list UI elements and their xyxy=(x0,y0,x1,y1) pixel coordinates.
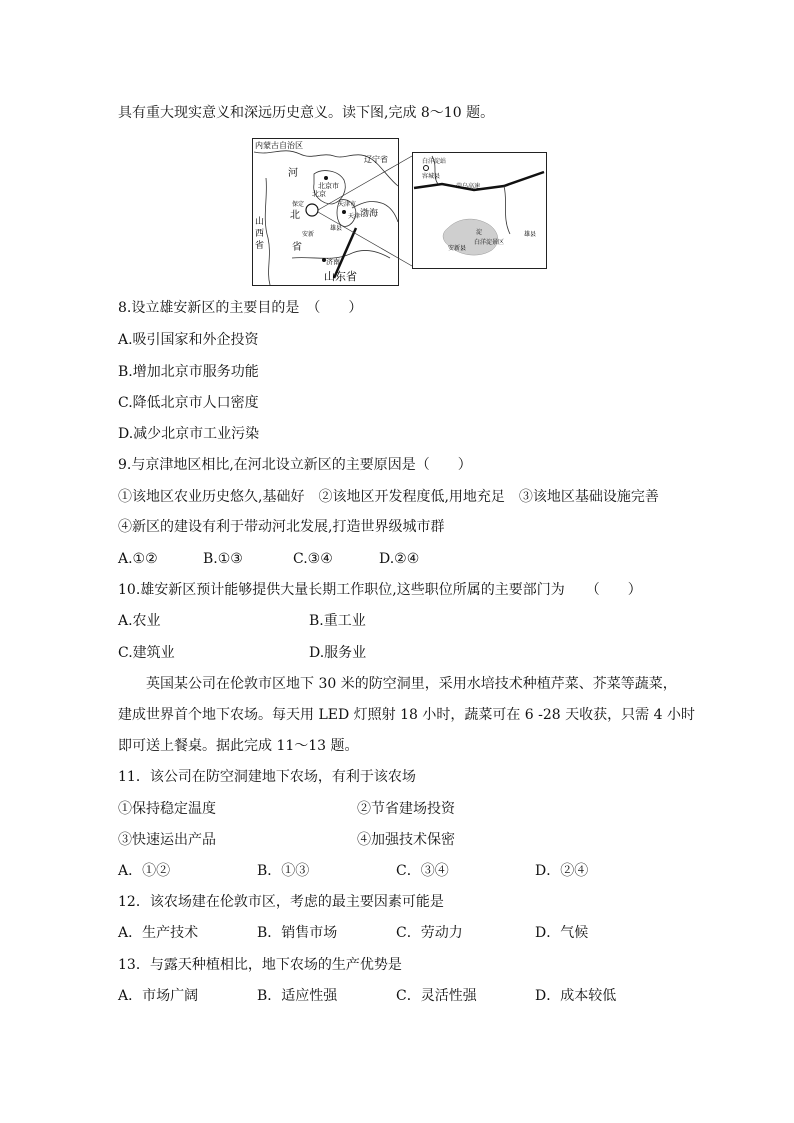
label-xiongxian: 雄县 xyxy=(330,225,343,232)
inset-label-baiyang: 白洋淀站 xyxy=(422,158,447,165)
label-liaoning: 辽宁省 xyxy=(364,155,388,164)
q8-option-a: A.吸引国家和外企投资 xyxy=(118,332,259,348)
inset-label-xiongxian: 雄县 xyxy=(524,231,537,238)
q9-options-line1: ①该地区农业历史悠久,基础好 ②该地区开发程度低,用地充足 ③该地区基础设施完善 xyxy=(118,489,659,505)
q11-item-4: ④加强技术保密 xyxy=(357,832,455,848)
q11-stem: 11．该公司在防空洞建地下农场，有利于该农场 xyxy=(118,769,416,785)
passage-line-2: 建成世界首个地下农场。每天用 LED 灯照射 18 小时，蔬菜可在 6 -28 天收获，只需 4 小时 xyxy=(118,707,695,723)
label-tianjin-province: 天津市 xyxy=(338,201,357,208)
q8-option-d: D.减少北京市工业污染 xyxy=(118,426,260,442)
q9-option-c: C.③④ xyxy=(293,551,333,567)
label-jinan: 济南 xyxy=(326,258,340,266)
inset-label-rongcheng: 容城县 xyxy=(422,173,441,180)
xiongan-location-map xyxy=(252,138,548,286)
passage-line-3: 即可送上餐桌。据此完成 11～13 题。 xyxy=(118,738,359,754)
q13-option-b: B．适应性强 xyxy=(257,988,338,1004)
q13-stem: 13．与露天种植相比，地下农场的生产优势是 xyxy=(118,957,402,973)
label-shandong: 山东省 xyxy=(324,270,357,283)
q8-stem: 8.设立雄安新区的主要目的是 （ ） xyxy=(118,300,363,316)
q9-stem: 9.与京津地区相比,在河北设立新区的主要原因是（ ） xyxy=(118,457,472,473)
q13-option-c: C．灵活性强 xyxy=(396,988,477,1004)
q10-option-b: B.重工业 xyxy=(309,613,366,629)
label-xi: 西 xyxy=(255,229,265,239)
q11-option-d: D．②④ xyxy=(535,863,589,879)
q11-option-b: B．①③ xyxy=(257,863,310,879)
inset-label-scenic: 白洋淀景区 xyxy=(474,239,505,246)
q12-option-d: D．气候 xyxy=(535,925,589,941)
label-bei: 北 xyxy=(290,210,300,221)
passage-line-1: 英国某公司在伦敦市区地下 30 米的防空洞里，采用水培技术种植芹菜、芥菜等蔬菜， xyxy=(146,676,677,692)
q11-option-c: C．③④ xyxy=(396,863,449,879)
label-beijing-province: 北京市 xyxy=(318,182,339,190)
label-sheng: 省 xyxy=(292,242,302,253)
intro-text: 具有重大现实意义和深远历史意义。读下图,完成 8～10 题。 xyxy=(118,105,495,121)
label-bohai: 渤海 xyxy=(360,209,379,219)
q10-option-c: C.建筑业 xyxy=(118,645,175,661)
q13-option-d: D．成本较低 xyxy=(535,988,617,1004)
q9-option-b: B.①③ xyxy=(203,551,243,567)
q8-option-b: B.增加北京市服务功能 xyxy=(118,364,259,380)
q10-stem: 10.雄安新区预计能够提供大量长期工作职位,这些职位所属的主要部门为 （ ） xyxy=(118,582,642,598)
q12-option-a: A．生产技术 xyxy=(118,925,199,941)
label-tianjin-city: 天津 xyxy=(348,213,361,220)
label-inner-mongolia: 内蒙古自治区 xyxy=(255,141,303,150)
label-beijing-city: 北京 xyxy=(312,190,326,198)
q8-option-c: C.降低北京市人口密度 xyxy=(118,395,259,411)
q9-options-line2: ④新区的建设有利于带动河北发展,打造世界级城市群 xyxy=(118,519,445,535)
inset-label-highway: 荣乌高速 xyxy=(456,183,481,190)
label-he: 河 xyxy=(288,168,298,179)
q12-stem: 12．该农场建在伦敦市区，考虑的最主要因素可能是 xyxy=(118,894,444,910)
label-sheng2: 省 xyxy=(255,241,265,251)
q11-item-1: ①保持稳定温度 xyxy=(118,801,216,817)
q9-option-a: A.①② xyxy=(118,551,158,567)
q11-item-3: ③快速运出产品 xyxy=(118,832,216,848)
inset-label-dian: 淀 xyxy=(476,229,483,236)
label-anxin: 安新 xyxy=(302,231,315,238)
q9-option-d: D.②④ xyxy=(379,551,420,567)
q11-option-a: A．①② xyxy=(118,863,171,879)
q10-option-d: D.服务业 xyxy=(309,645,367,661)
q12-option-b: B．销售市场 xyxy=(257,925,338,941)
label-baoding: 保定 xyxy=(292,201,305,208)
q10-option-a: A.农业 xyxy=(118,613,161,629)
q13-option-a: A．市场广阔 xyxy=(118,988,199,1004)
q12-option-c: C．劳动力 xyxy=(396,925,463,941)
q11-item-2: ②节省建场投资 xyxy=(357,801,455,817)
label-shan: 山 xyxy=(255,217,265,227)
inset-label-anxin: 安新县 xyxy=(448,245,467,252)
